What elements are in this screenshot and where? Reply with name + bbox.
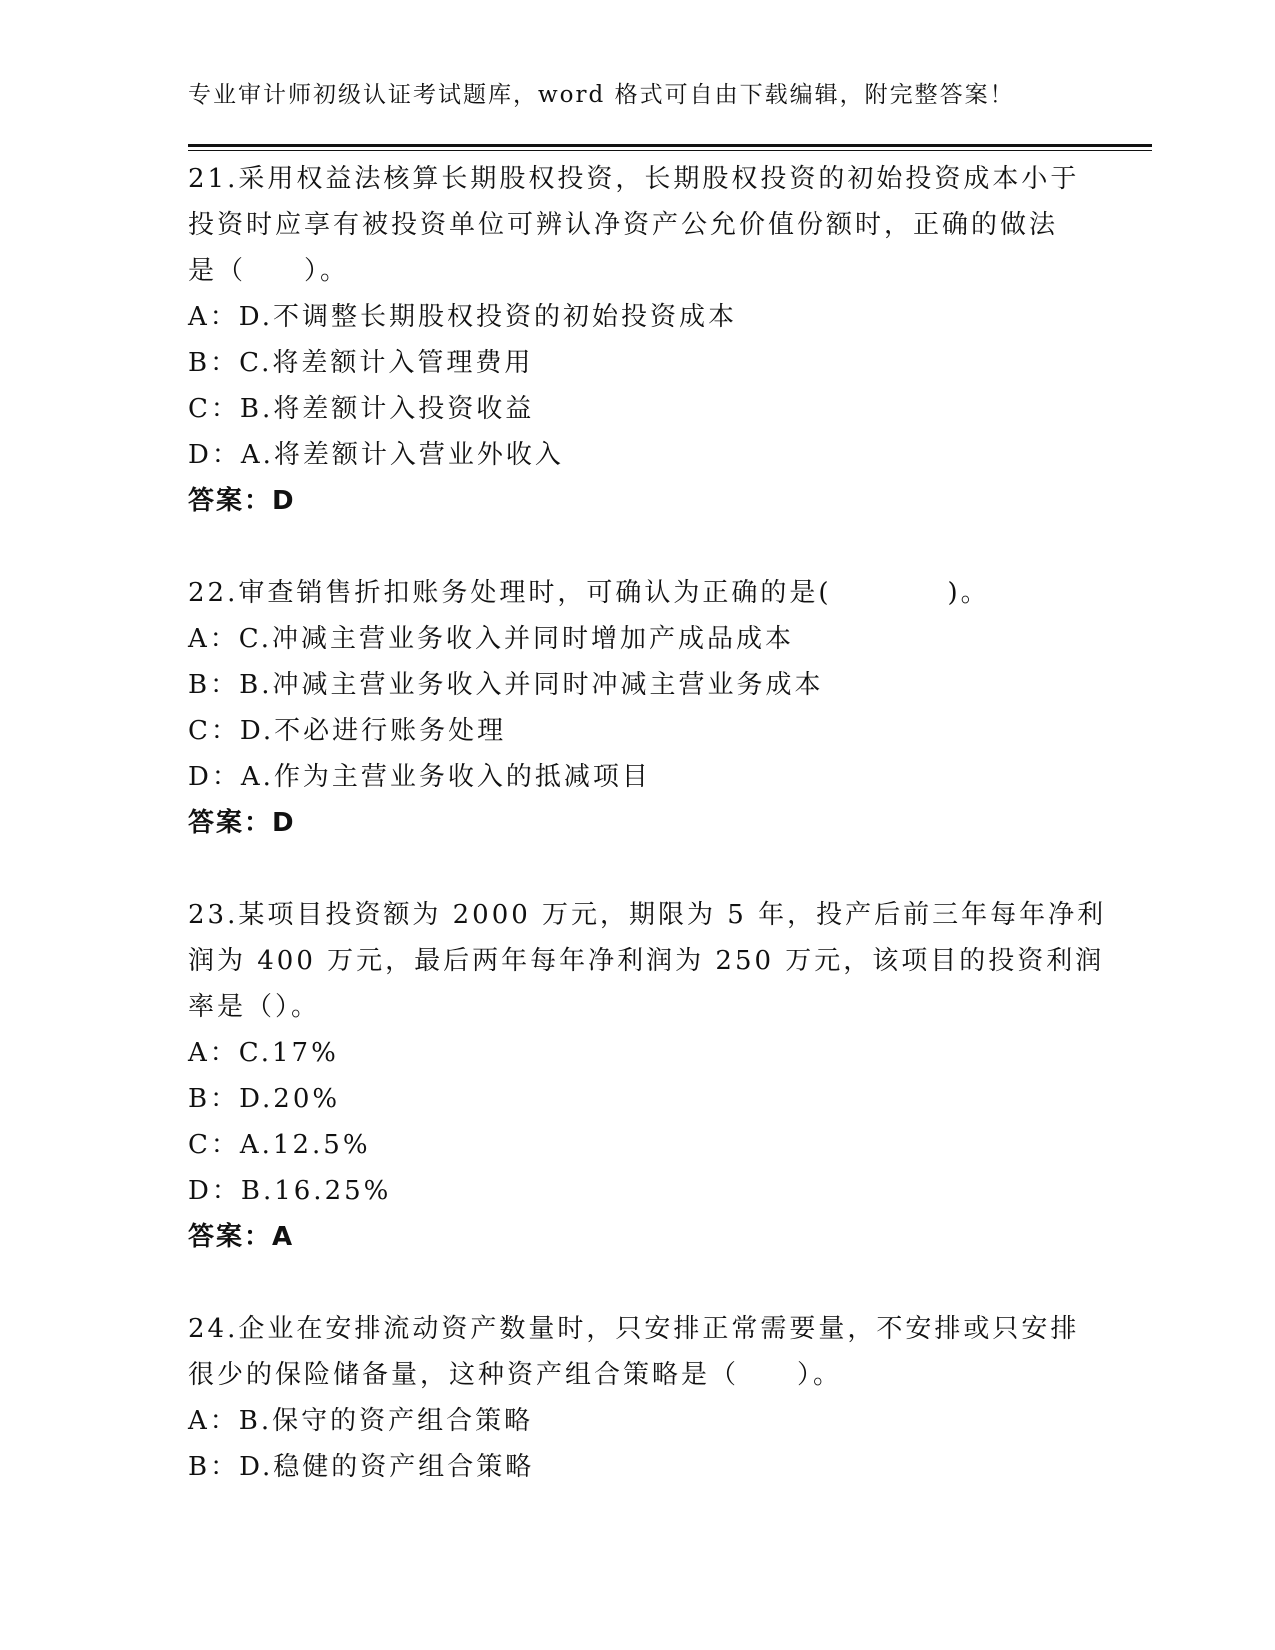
question-stem: 是（ ）。: [188, 256, 350, 286]
option-c: C：B.将差额计入投资收益: [188, 394, 535, 424]
spacer: [188, 846, 1088, 892]
option-d: D：A.作为主营业务收入的抵减项目: [188, 762, 651, 792]
option-b: B：D.20%: [188, 1084, 341, 1114]
question-stem: 很少的保险储备量，这种资产组合策略是（ ）。: [188, 1360, 843, 1390]
option-c: C：A.12.5%: [188, 1130, 371, 1160]
question-stem: 22.审查销售折扣账务处理时，可确认为正确的是( )。: [188, 578, 990, 608]
answer: 答案：A: [188, 1222, 295, 1252]
header-rule-thin: [188, 150, 1152, 151]
option-a: A：D.不调整长期股权投资的初始投资成本: [188, 302, 737, 332]
option-d: D：B.16.25%: [188, 1176, 392, 1206]
header-rule-thick: [188, 144, 1152, 147]
question-23: [188, 892, 1107, 1260]
question-stem: 润为 400 万元，最后两年每年净利润为 250 万元，该项目的投资利润: [188, 946, 1105, 976]
spacer: [188, 1260, 1088, 1306]
spacer: [188, 524, 1088, 570]
question-stem: 投资时应享有被投资单位可辨认净资产公允价值份额时，正确的做法: [188, 210, 1059, 240]
answer: 答案：D: [188, 486, 296, 516]
question-list: [188, 156, 1107, 1490]
option-a: A：B.保守的资产组合策略: [188, 1406, 534, 1436]
question-stem: 23.某项目投资额为 2000 万元，期限为 5 年，投产后前三年每年净利: [188, 900, 1107, 930]
option-b: B：D.稳健的资产组合策略: [188, 1452, 535, 1482]
question-24: [188, 1306, 1088, 1490]
question-21: [188, 156, 1088, 524]
option-b: B：C.将差额计入管理费用: [188, 348, 534, 378]
question-stem: 24.企业在安排流动资产数量时，只安排正常需要量，不安排或只安排: [188, 1314, 1080, 1344]
option-a: A：C.17%: [188, 1038, 339, 1068]
question-22: [188, 570, 1088, 846]
question-stem: 率是（）。: [188, 992, 321, 1022]
option-c: C：D.不必进行账务处理: [188, 716, 507, 746]
answer: 答案：D: [188, 808, 296, 838]
page-header: 专业审计师初级认证考试题库，word 格式可自由下载编辑，附完整答案！: [188, 82, 1015, 108]
question-stem: 21.采用权益法核算长期股权投资，长期股权投资的初始投资成本小于: [188, 164, 1080, 194]
option-b: B：B.冲减主营业务收入并同时冲减主营业务成本: [188, 670, 824, 700]
option-d: D：A.将差额计入营业外收入: [188, 440, 564, 470]
option-a: A：C.冲减主营业务收入并同时增加产成品成本: [188, 624, 795, 654]
